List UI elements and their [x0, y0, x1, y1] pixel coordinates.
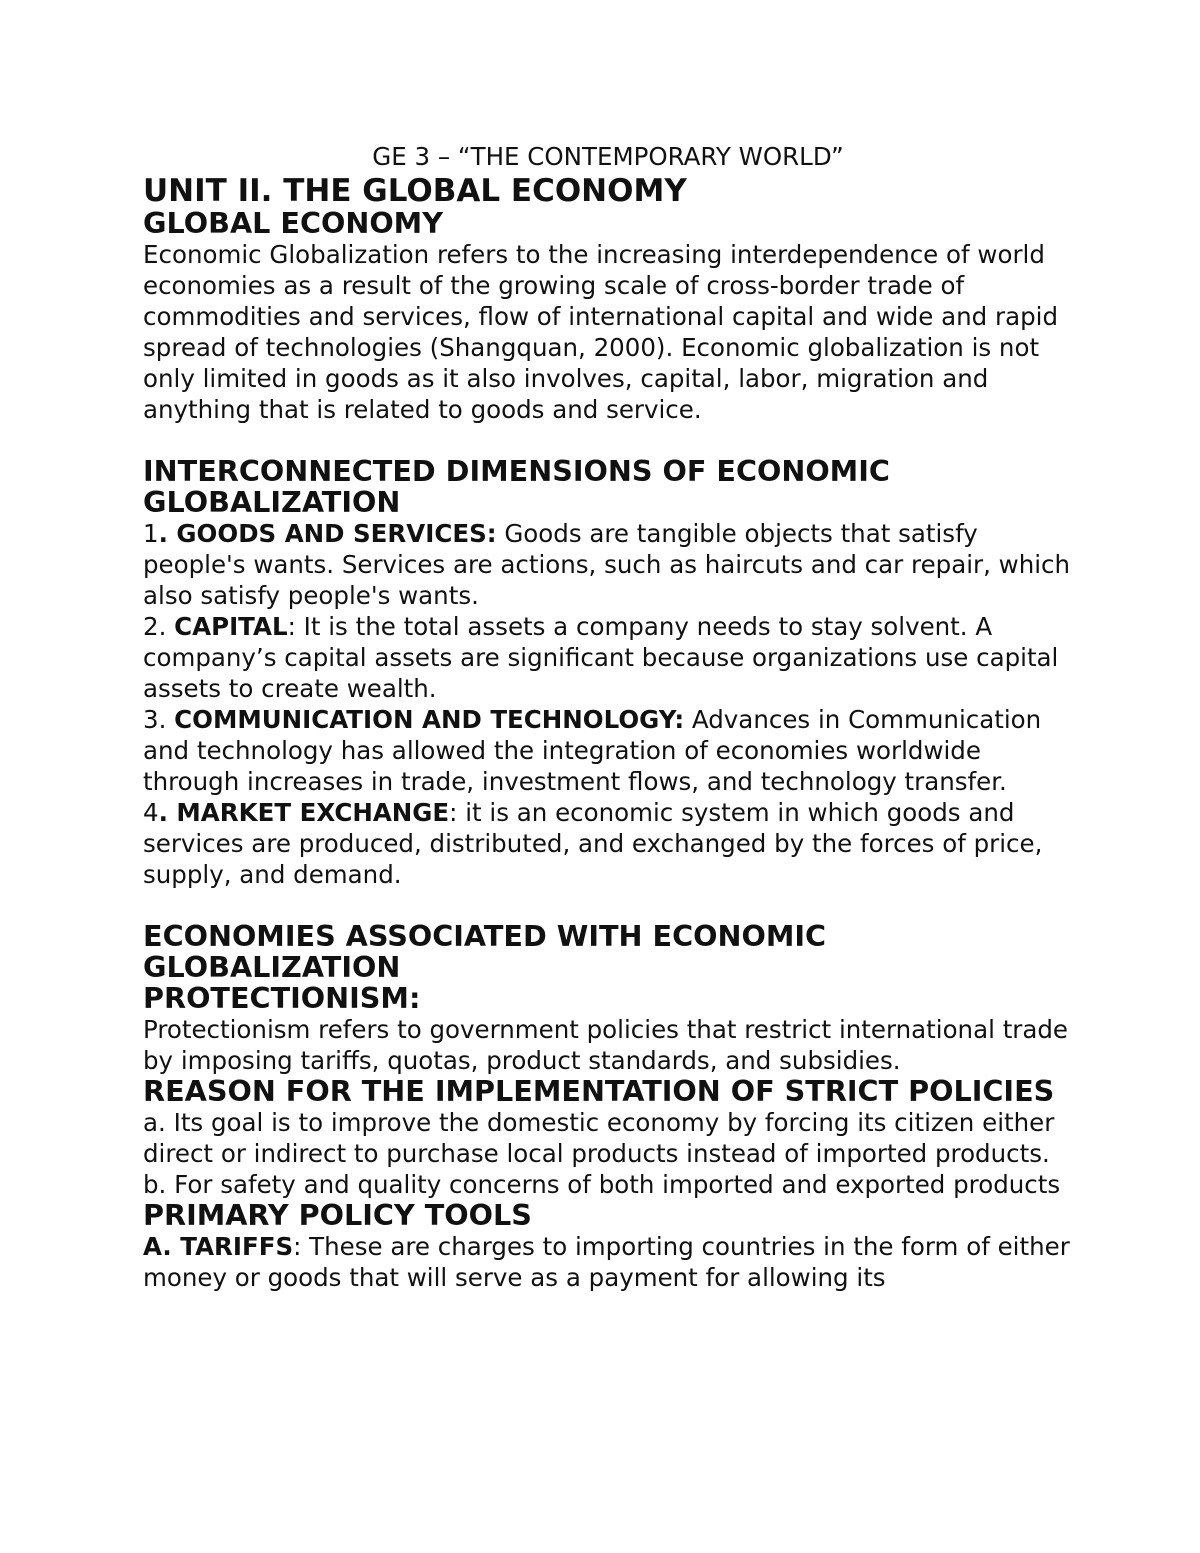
paragraph-protectionism: Protectionism refers to government policies that restrict international trade by imposing tariffs, quotas, product standards, and subsidies.	[143, 1015, 1069, 1075]
item-term: CAPITAL	[174, 612, 288, 641]
list-item-reason-a: a. Its goal is to improve the domestic economy by forcing its citizen either direct or indirect to purchase local products instead of imported products.	[143, 1108, 1055, 1168]
list-item-communication-and-technology	[143, 704, 1073, 797]
section-subheading-protectionism: PROTECTIONISM:	[143, 981, 421, 1015]
list-item-capital	[143, 611, 1073, 704]
spacer	[143, 425, 1073, 456]
section-heading-reason-strict-policies: REASON FOR THE IMPLEMENTATION OF STRICT POLICIES	[143, 1074, 1055, 1108]
item-text: : It is the total assets a company needs to stay solvent. A company’s capital assets are significant because organizations use capital assets to create wealth.	[143, 612, 1059, 703]
item-term: . GOODS AND SERVICES:	[158, 519, 497, 548]
item-number: 1	[143, 519, 159, 548]
list-item-market-exchange	[143, 797, 1073, 890]
item-text: : These are charges to importing countries in the form of either money or goods that will serve as a payment for allowing its	[143, 1232, 1070, 1292]
paragraph-economic-globalization: Economic Globalization refers to the increasing interdependence of world economies as a result of the growing scale of cross-border trade of commodities and services, flow of international capital and wide and rapid spread of technologies (Shangquan, 2000). Economic globalization is not only limited in goods as it also involves, capital, labor, migration and anything that is related to goods and service.	[143, 240, 1059, 424]
item-text: Advances in Communication and technology has allowed the integration of economies worldwide through increases in trade, investment flows, and technology transfer.	[143, 705, 1042, 796]
list-item-goods-and-services	[143, 518, 1073, 611]
section-heading-primary-policy-tools: PRIMARY POLICY TOOLS	[143, 1198, 532, 1232]
course-title: GE 3 – “THE CONTEMPORARY WORLD”	[372, 142, 844, 171]
document-page	[143, 140, 1073, 1293]
spacer	[143, 890, 1073, 921]
list-item-tariffs	[143, 1231, 1073, 1293]
item-term: . MARKET EXCHANGE	[158, 798, 450, 827]
item-number: 3.	[143, 705, 175, 734]
item-text: : it is an economic system in which goods and services are produced, distributed, and exchanged by the forces of price, supply, and demand.	[143, 798, 1043, 889]
unit-title: UNIT II. THE GLOBAL ECONOMY	[143, 173, 687, 209]
section-heading-economies-associated: ECONOMIES ASSOCIATED WITH ECONOMIC GLOBALIZATION	[143, 919, 827, 984]
section-heading-interconnected-dimensions: INTERCONNECTED DIMENSIONS OF ECONOMIC GLOBALIZATION	[143, 454, 890, 519]
item-number: 4	[143, 798, 159, 827]
item-number: 2.	[143, 612, 175, 641]
section-heading-global-economy: GLOBAL ECONOMY	[143, 206, 443, 240]
item-text: Goods are tangible objects that satisfy people's wants. Services are actions, such as haircuts and car repair, which also satisfy people's wants.	[143, 519, 1071, 610]
item-term: COMMUNICATION AND TECHNOLOGY:	[174, 705, 685, 734]
list-item-reason-b: b. For safety and quality concerns of both imported and exported products	[143, 1170, 1061, 1199]
item-term: A. TARIFFS	[143, 1232, 294, 1261]
